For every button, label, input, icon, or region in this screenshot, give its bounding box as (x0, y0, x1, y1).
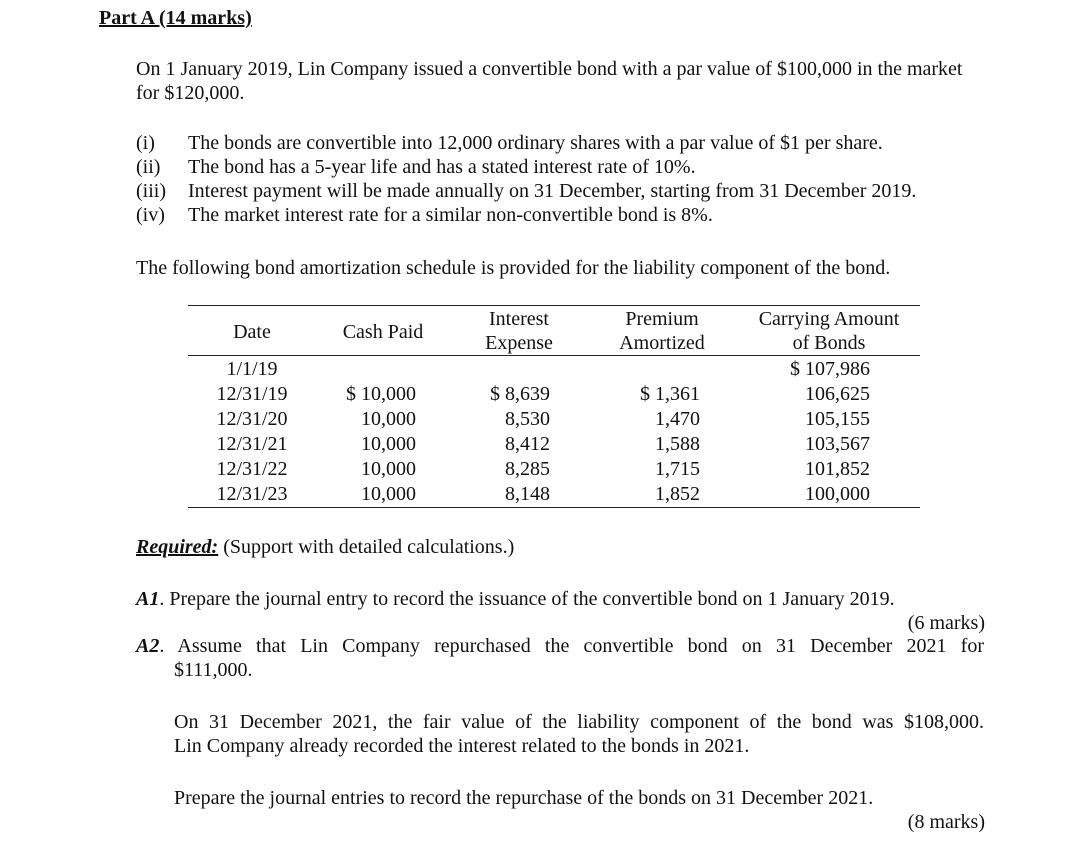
question-a2-label: A2 (136, 635, 160, 657)
question-a2-instruction: Prepare the journal entries to record the repurchase of the bonds on 31 December 2021. (174, 787, 874, 809)
cell-premium-amortized: 1,588 (655, 433, 700, 455)
cell-date: 12/31/20 (216, 408, 288, 430)
cell-interest-expense: 8,412 (505, 433, 550, 455)
cell-date: 1/1/19 (226, 358, 278, 380)
condition-item (136, 131, 996, 155)
table-bottom-rule (188, 507, 920, 508)
question-a2 (136, 634, 984, 658)
table-row (0, 482, 1080, 507)
cell-cash-paid: 10,000 (361, 458, 416, 480)
cell-interest-expense: $ 8,639 (490, 383, 550, 405)
condition-number: (iv) (136, 204, 165, 226)
cell-date: 12/31/22 (216, 458, 288, 480)
table-row (0, 432, 1080, 457)
cell-interest-expense: 8,285 (505, 458, 550, 480)
cell-carrying-amount: 105,155 (805, 408, 870, 430)
header-line: Carrying Amount (758, 308, 900, 330)
cell-interest-expense: 8,530 (505, 408, 550, 430)
column-header-carrying-amount (741, 307, 917, 355)
cell-date: 12/31/19 (216, 383, 288, 405)
question-a1-marks: (6 marks) (907, 612, 985, 634)
question-a2-paragraph (174, 710, 984, 758)
paragraph-line: Lin Company already recorded the interest related to the bonds in 2021. (174, 735, 750, 757)
question-a2-marks: (8 marks) (907, 811, 985, 833)
question-a1 (136, 587, 996, 611)
cell-carrying-amount: 100,000 (805, 483, 870, 505)
condition-item (136, 155, 996, 179)
required-line (136, 535, 514, 559)
part-title: Part A (14 marks) (99, 7, 252, 29)
cell-cash-paid: $ 10,000 (346, 383, 416, 405)
cell-premium-amortized: 1,852 (655, 483, 700, 505)
cell-carrying-amount: 101,852 (805, 458, 870, 480)
paragraph-line: On 31 December 2021, the fair value of the liability component of the bond was $108,000. (174, 711, 984, 733)
question-a1-label: A1 (136, 588, 160, 610)
question-a2-continuation: $111,000. (174, 659, 253, 681)
question-a2-text: . Assume that Lin Company repurchased the convertible bond on 31 December 2021 for (159, 635, 984, 657)
column-header-cash-paid: Cash Paid (342, 321, 424, 343)
condition-number: (iii) (136, 180, 166, 202)
intro-paragraph: On 1 January 2019, Lin Company issued a convertible bond with a par value of $100,000 in the market for $120,000. (136, 58, 963, 104)
cell-interest-expense: 8,148 (505, 483, 550, 505)
required-note: (Support with detailed calculations.) (223, 536, 515, 558)
cell-date: 12/31/23 (216, 483, 288, 505)
condition-text: The market interest rate for a similar non-convertible bond is 8%. (188, 204, 713, 226)
condition-text: The bond has a 5-year life and has a stated interest rate of 10%. (188, 156, 696, 178)
cell-premium-amortized: 1,715 (655, 458, 700, 480)
table-row (0, 457, 1080, 482)
header-line: Premium (625, 308, 699, 330)
header-line: of Bonds (792, 332, 866, 354)
required-label: Required: (136, 536, 219, 558)
cell-cash-paid: 10,000 (361, 408, 416, 430)
cell-premium-amortized: 1,470 (655, 408, 700, 430)
cell-premium-amortized: $ 1,361 (640, 383, 700, 405)
cell-carrying-amount: $ 107,986 (790, 358, 870, 380)
header-line: Amortized (619, 332, 705, 354)
condition-number: (i) (136, 132, 155, 154)
cell-date: 12/31/21 (216, 433, 288, 455)
table-row (0, 357, 1080, 382)
condition-text: Interest payment will be made annually on 31 December, starting from 31 December 2019. (188, 180, 917, 202)
condition-item (136, 203, 996, 227)
cell-cash-paid: 10,000 (361, 433, 416, 455)
table-top-rule (188, 305, 920, 306)
condition-item (136, 179, 996, 203)
condition-number: (ii) (136, 156, 161, 178)
column-header-interest-expense (468, 307, 570, 355)
schedule-lead-text: The following bond amortization schedule is provided for the liability component of the bond. (136, 257, 891, 279)
column-header-premium-amortized (603, 307, 721, 355)
cell-carrying-amount: 106,625 (805, 383, 870, 405)
condition-text: The bonds are convertible into 12,000 ordinary shares with a par value of $1 per share. (188, 132, 883, 154)
cell-cash-paid: 10,000 (361, 483, 416, 505)
table-header-rule (188, 355, 920, 356)
header-line: Expense (485, 332, 553, 354)
column-header-date: Date (233, 321, 271, 343)
table-row (0, 382, 1080, 407)
table-row (0, 407, 1080, 432)
header-line: Interest (489, 308, 549, 330)
cell-carrying-amount: 103,567 (805, 433, 870, 455)
question-a1-text: . Prepare the journal entry to record the issuance of the convertible bond on 1 January 2019. (159, 588, 895, 610)
